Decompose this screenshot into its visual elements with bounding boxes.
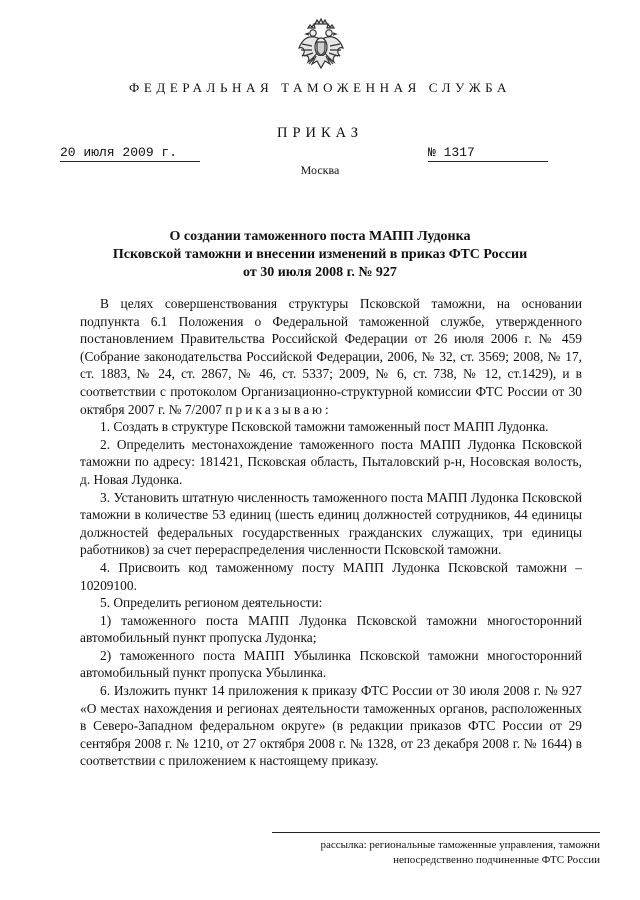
preamble-paragraph — [80, 295, 582, 418]
preamble-text: В целях совершенствования структуры Псковской таможни, на основании подпункта 6.1 Положения о Федеральной таможенной службе, утвержденного постановлением Правительства Российской Федерации от 26 июля 2006 г. № 459 (Собрание законодательства Российской Федерации, 2006, № 32, ст. 3569; 2008, № 17, ст. 1883, № 24, ст. 2867, № 46, ст. 5337; 2009, № 6, ст. 738, № 12, ст.1429), и в соответствии с протоколом Организационно-структурной комиссии ФТС России от 30 октября 2007 г. № 7/2007 — [80, 296, 582, 417]
body-paragraph: 5. Определить регионом деятельности: — [100, 595, 323, 611]
body-paragraph: 1. Создать в структуре Псковской таможни таможенный пост МАПП Лудонка. — [100, 419, 549, 435]
document-type: ПРИКАЗ — [276, 125, 364, 141]
body-paragraph: 1) таможенного поста МАПП Лудонка Псковской таможни многосторонний автомобильный пункт пропуска Лудонка; — [80, 612, 582, 646]
order-city: Москва — [300, 163, 340, 177]
body-paragraph: 2) таможенного поста МАПП Убылинка Псковской таможни многосторонний автомобильный пункт пропуска Убылинка. — [80, 647, 582, 681]
body-paragraph: 4. Присвоить код таможенному посту МАПП Лудонка Псковской таможни – 10209100. — [80, 559, 582, 593]
subject-line: О создании таможенного поста МАПП Лудонка — [169, 229, 471, 244]
body-paragraph: 3. Установить штатную численность таможенного поста МАПП Лудонка Псковской таможни в количестве 53 единиц (шесть единиц должностей сотрудников, 44 единицы должностей федеральных государственных гражданских служащих, три единицы работников) за счет перераспределения численности Псковской таможни. — [80, 489, 582, 558]
document-subject — [60, 228, 580, 282]
subject-line: Псковской таможни и внесении изменений в приказ ФТС России — [112, 247, 528, 262]
mailing-line: рассылка: региональные таможенные управления, таможни — [320, 839, 600, 851]
document-body — [80, 295, 582, 770]
mailing-separator — [272, 832, 600, 833]
subject-line: от 30 июля 2008 г. № 927 — [243, 265, 397, 280]
body-paragraph: 2. Определить местонахождение таможенного поста МАПП Лудонка Псковской таможни по адресу: 181421, Псковская область, Пыталовский р-н, Носовская волость, д. Новая Лудонка. — [80, 436, 582, 487]
command-word: приказываю: — [225, 401, 332, 417]
double-headed-eagle-emblem-icon — [296, 18, 346, 74]
mailing-line: непосредственно подчиненные ФТС России — [393, 854, 600, 866]
agency-name: ФЕДЕРАЛЬНАЯ ТАМОЖЕННАЯ СЛУЖБА — [128, 80, 512, 95]
order-number: № 1317 — [428, 145, 548, 162]
order-date: 20 июля 2009 г. — [60, 145, 200, 162]
body-paragraph: 6. Изложить пункт 14 приложения к приказу ФТС России от 30 июля 2008 г. № 927 «О местах нахождения и регионах деятельности таможенных органов, расположенных в Северо-Западном федеральном округе» (в редакции приказов ФТС России от 29 сентября 2008 г. № 1210, от 27 октября 2008 г. № 1328, от 23 декабря 2008 г. № 1644) в соответствии с приложением к настоящему приказу. — [80, 683, 582, 769]
mailing-list — [272, 838, 600, 868]
